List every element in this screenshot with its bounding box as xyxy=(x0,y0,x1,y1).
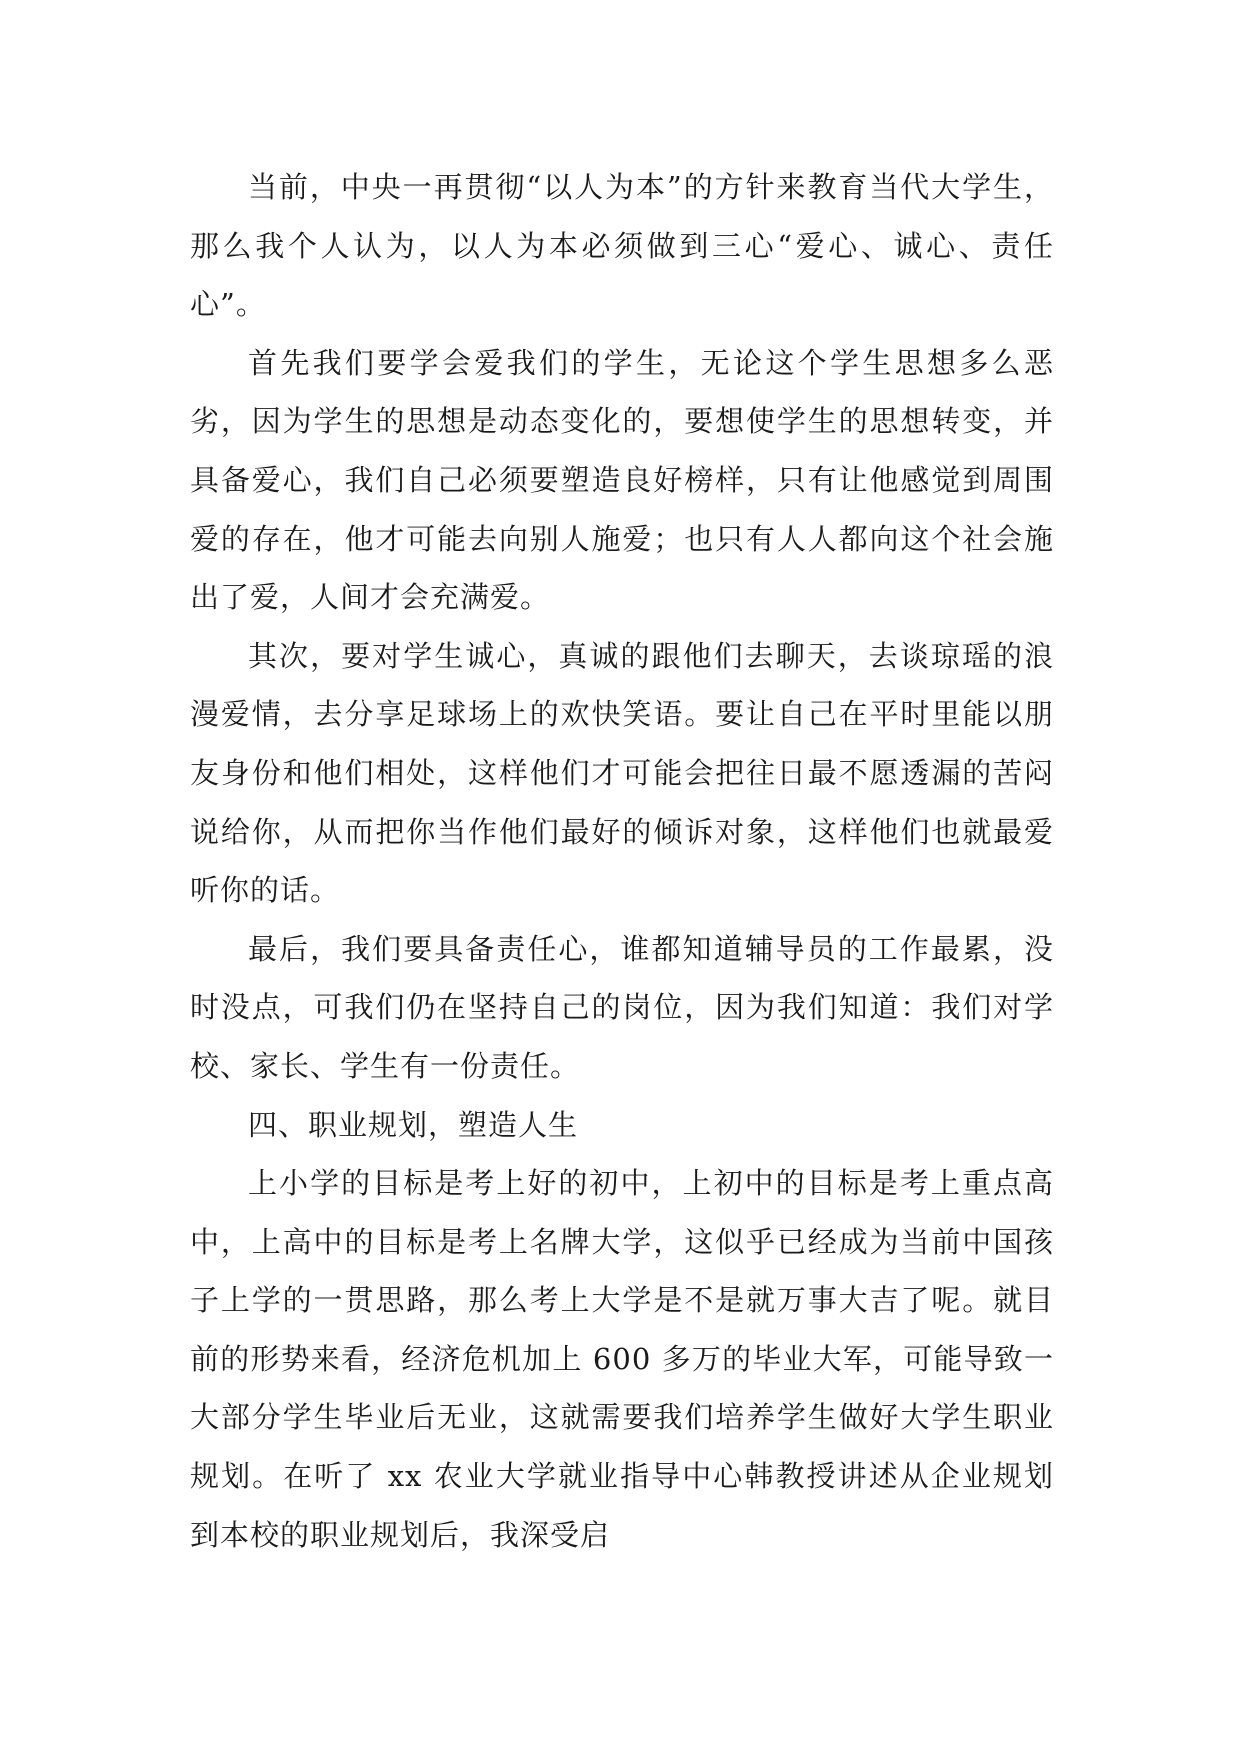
paragraph-people-oriented: 当前，中央一再贯彻“以人为本”的方针来教育当代大学生，那么我个人认为，以人为本必须做到三心“爱心、诚心、责任心”。 xyxy=(190,170,1054,322)
paragraph-responsibility: 最后，我们要具备责任心，谁都知道辅导员的工作最累，没时没点，可我们仍在坚持自己的岗位，因为我们知道：我们对学校、家长、学生有一份责任。 xyxy=(190,931,1054,1083)
section-heading-career-planning: 四、职业规划，塑造人生 xyxy=(248,1107,579,1142)
paragraph-career-planning: 上小学的目标是考上好的初中，上初中的目标是考上重点高中，上高中的目标是考上名牌大学，这似乎已经成为当前中国孩子上学的一贯思路，那么考上大学是不是就万事大吉了呢。就目前的形势来看，经济危机加上 600 多万的毕业大军，可能导致一大部分学生毕业后无业，这就需要我们培养学生做好大学生职业规划。在听了 xx 农业大学就业指导中心韩教授讲述从企业规划到本校的职业规划后，我深受启 xyxy=(190,1166,1054,1552)
paragraph-sincerity: 其次，要对学生诚心，真诚的跟他们去聊天，去谈琼瑶的浪漫爱情，去分享足球场上的欢快笑语。要让自己在平时里能以朋友身份和他们相处，这样他们才可能会把往日最不愿透漏的苦闷说给你，从而把你当作他们最好的倾诉对象，这样他们也就最爱听你的话。 xyxy=(190,638,1054,908)
paragraph-love-students: 首先我们要学会爱我们的学生，无论这个学生思想多么恶劣，因为学生的思想是动态变化的，要想使学生的思想转变，并具备爱心，我们自己必须要塑造良好榜样，只有让他感觉到周围爱的存在，他才可能去向别人施爱；也只有人人都向这个社会施出了爱，人间才会充满爱。 xyxy=(190,345,1054,615)
document-body xyxy=(190,158,1054,1564)
